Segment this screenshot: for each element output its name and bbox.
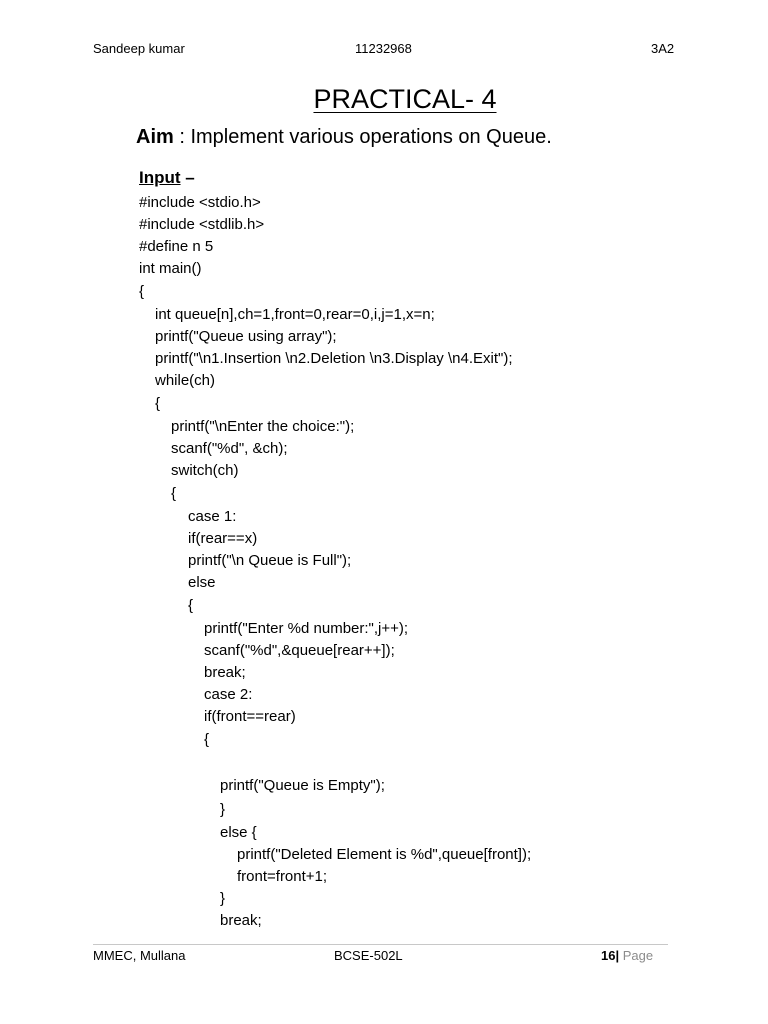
code-line: printf("Enter %d number:",j++); — [204, 620, 409, 637]
code-line: else { — [220, 824, 257, 841]
aim-text: : Implement various operations on Queue. — [173, 126, 552, 148]
code-line: case 2: — [204, 686, 253, 703]
page-number: 16 — [601, 948, 616, 963]
input-heading — [139, 168, 195, 188]
code-line: printf("Deleted Element is %d",queue[front]); — [237, 846, 532, 863]
aim-label: Aim — [136, 126, 174, 148]
page-separator: | — [615, 948, 620, 963]
footer-divider — [93, 944, 668, 945]
code-line: case 1: — [188, 508, 237, 525]
code-line: else — [188, 574, 216, 591]
code-line: { — [188, 597, 194, 614]
code-line: int queue[n],ch=1,front=0,rear=0,i,j=1,x=n; — [155, 306, 435, 323]
code-line: #include <stdio.h> — [139, 194, 261, 211]
code-line: front=front+1; — [237, 868, 328, 885]
code-line: } — [220, 801, 226, 818]
header-section: 3A2 — [651, 41, 675, 56]
code-line: if(rear==x) — [188, 530, 258, 547]
code-line: int main() — [139, 260, 202, 277]
code-line: { — [139, 283, 145, 300]
code-line: { — [171, 485, 177, 502]
code-line: { — [204, 731, 210, 748]
header-name: Sandeep kumar — [93, 41, 185, 56]
page-word: Page — [622, 948, 654, 963]
footer-institution: MMEC, Mullana — [93, 948, 186, 963]
aim-line — [136, 126, 552, 149]
code-line: printf("Queue is Empty"); — [220, 777, 385, 794]
code-line: while(ch) — [155, 372, 216, 389]
code-line: printf("\n Queue is Full"); — [188, 552, 352, 569]
code-line: switch(ch) — [171, 462, 239, 479]
header-roll-number: 11232968 — [355, 41, 412, 56]
code-line: break; — [204, 664, 246, 681]
code-line: break; — [220, 912, 262, 929]
input-label: Input — [139, 168, 181, 187]
footer-course-code: BCSE-502L — [334, 948, 403, 963]
code-line: #define n 5 — [139, 238, 214, 255]
footer-page — [601, 948, 653, 963]
code-line: scanf("%d",&queue[rear++]); — [204, 642, 395, 659]
code-line: } — [220, 890, 226, 907]
code-line: #include <stdlib.h> — [139, 216, 265, 233]
page-title: PRACTICAL- 4 — [313, 84, 497, 114]
code-line: printf("\n1.Insertion \n2.Deletion \n3.Display \n4.Exit"); — [155, 350, 513, 367]
code-line: { — [155, 395, 161, 412]
code-line: if(front==rear) — [204, 708, 296, 725]
code-line: scanf("%d", &ch); — [171, 440, 288, 457]
code-line: printf("\nEnter the choice:"); — [171, 418, 355, 435]
input-dash: – — [180, 168, 195, 187]
code-line: printf("Queue using array"); — [155, 328, 337, 345]
